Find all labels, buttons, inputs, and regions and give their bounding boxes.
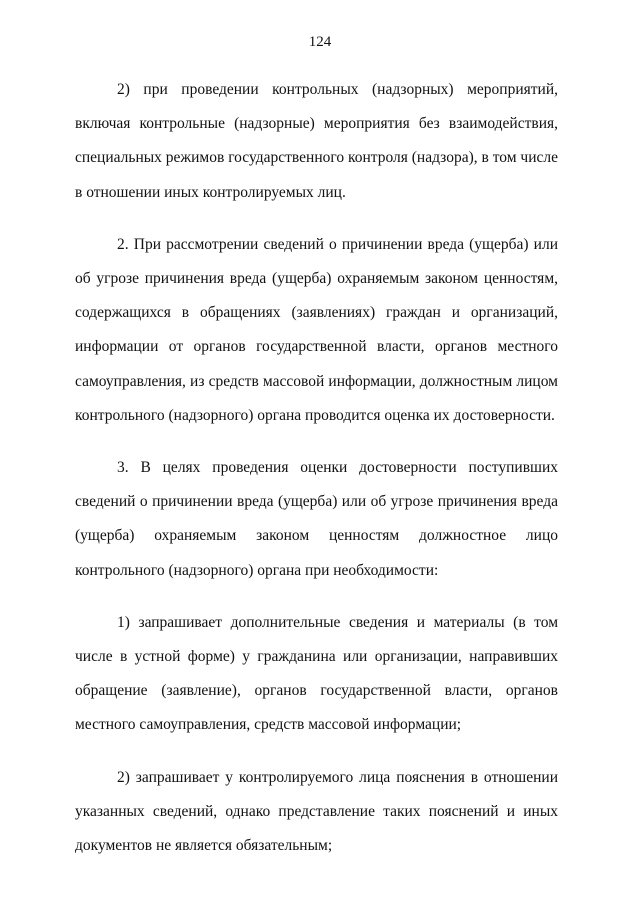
document-body — [75, 73, 558, 881]
page-number: 124 — [308, 34, 332, 50]
paragraph-item-1-requests: 1) запрашивает дополнительные сведения и материалы (в том числе в устной форме) у гражданина или организации, направивших обращение (заявление), органов государственной власти, органов местного самоуправления, средств массовой информации; — [75, 613, 558, 734]
paragraph-section-3-verification: 3. В целях проведения оценки достоверности поступивших сведений о причинении вреда (ущерба) или об угрозе причинения вреда (ущерба) охраняемым законом ценностям должностное лицо контрольного (надзорного) органа при необходимости: — [75, 459, 558, 579]
paragraph-section-2-assessment: 2. При рассмотрении сведений о причинении вреда (ущерба) или об угрозе причинения вреда (ущерба) охраняемым законом ценностям, содержащихся в обращениях (заявлениях) граждан и организаций, информации от органов государственной власти, органов местного самоуправления, из средств массовой информации, должностным лицом контрольного (надзорного) органа проводится оценка их достоверности. — [75, 235, 558, 424]
paragraph-item-2-explanations: 2) запрашивает у контролируемого лица пояснения в отношении указанных сведений, однако представление таких пояснений и иных документов не является обязательным; — [75, 768, 558, 855]
paragraph-item-2-inspections: 2) при проведении контрольных (надзорных) мероприятий, включая контрольные (надзорные) мероприятия без взаимодействия, специальных режимов государственного контроля (надзора), в том числе в отношении иных контролируемых лиц. — [75, 81, 558, 201]
